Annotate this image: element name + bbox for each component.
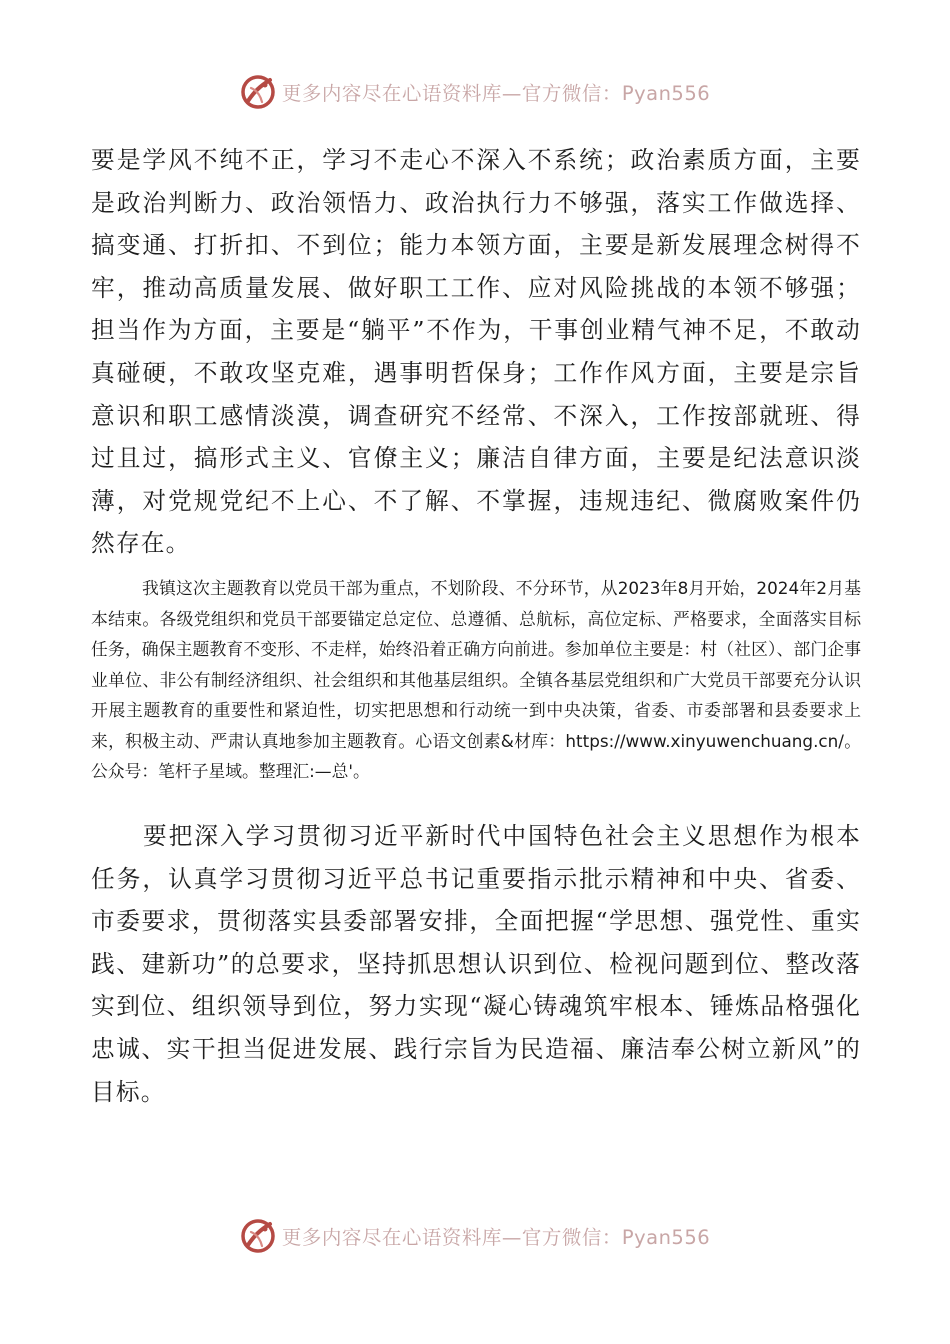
header-banner-text: 更多内容尽在心语资料库—官方微信：Pyan556 bbox=[281, 82, 711, 105]
paragraph-criticism-continued: 要是学风不纯不正，学习不走心不深入不系统；政治素质方面，主要是政治判断力、政治领悟力、政治执行力不够强，落实工作做选择、搞变通、打折扣、不到位；能力本领方面，主要是新发展理念树得不牢，推动高质量发展、做好职工工作、应对风险挑战的本领不够强；担当作为方面，主要是“躺平”不作为，干事创业精气神不足，不敢动真碰硬，不敢攻坚克难，遇事明哲保身；工作作风方面，主要是宗旨意识和职工感情淡漠，调查研究不经常、不深入，工作按部就班、得过且过，搞形式主义、官僚主义；廉洁自律方面，主要是纪法意识淡薄，对党规党纪不上心、不了解、不掌握，违规违纪、微腐败案件仍然存在。 bbox=[91, 146, 861, 558]
paragraph-fundamental-task: 要把深入学习贯彻习近平新时代中国特色社会主义思想作为根本任务，认真学习贯彻习近平总书记重要指示批示精神和中央、省委、市委要求，贯彻落实县委部署安排，全面把握“学思想、强党性、重实践、建新功”的总要求，坚持抓思想认识到位、检视问题到位、整改落实到位、组织领导到位，努力实现“凝心铸魂筑牢根本、锤炼品格强化忠诚、实干担当促进发展、践行宗旨为民造福、廉洁奉公树立新风”的目标。 bbox=[91, 822, 861, 1106]
brush-swirl-logo-icon bbox=[240, 1218, 276, 1254]
header-banner bbox=[0, 70, 950, 114]
paragraph-theme-education-scope: 我镇这次主题教育以党员干部为重点，不划阶段、不分环节，从2023年8月开始，2024年2月基本结束。各级党组织和党员干部要锚定总定位、总遵循、总航标，高位定标、严格要求，全面落实目标任务，确保主题教育不变形、不走样，始终沿着正确方向前进。参加单位主要是：村（社区）、部门企事业单位、非公有制经济组织、社会组织和其他基层组织。全镇各基层党组织和广大党员干部要充分认识开展主题教育的重要性和紧迫性，切实把思想和行动统一到中央决策，省委、市委部署和县委要求上来，积极主动、严肃认真地参加主题教育。心语文创素&材库：https://www.xinyuwenchuang.cn/。公众号：笔杆子星域。整理汇:—总'。 bbox=[91, 578, 861, 781]
footer-banner-text: 更多内容尽在心语资料库—官方微信：Pyan556 bbox=[281, 1226, 711, 1249]
footer-banner bbox=[0, 1214, 950, 1258]
brush-swirl-logo-icon bbox=[240, 74, 276, 110]
